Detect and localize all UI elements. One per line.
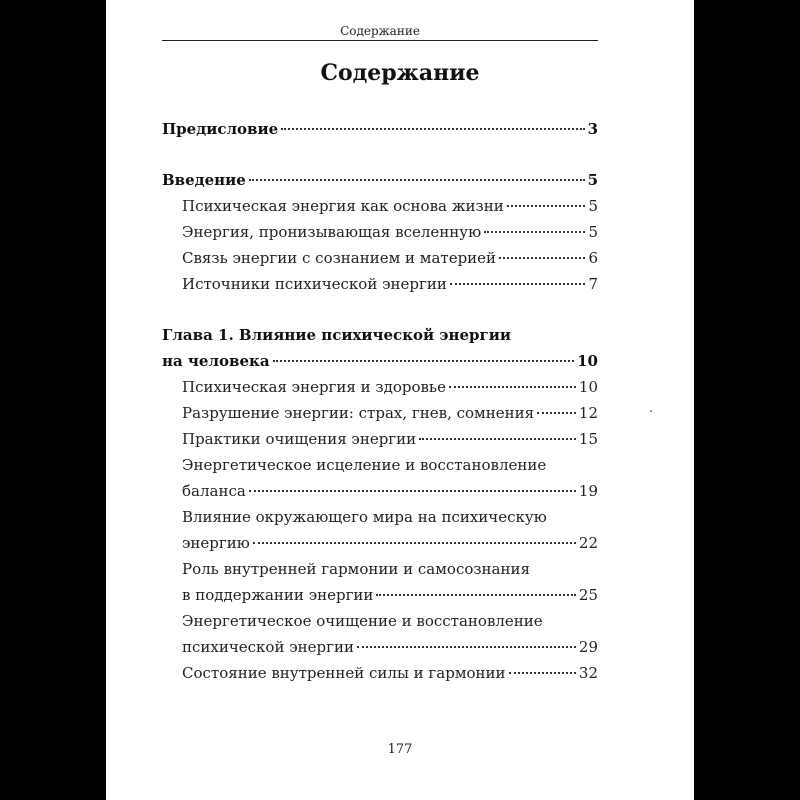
toc-entry-title-line: Роль внутренней гармонии и самосознания (182, 560, 530, 578)
toc-entry-title: баланса (182, 482, 246, 500)
page-number: 177 (387, 742, 413, 757)
toc-entry-title: Предисловие (162, 120, 279, 138)
toc-entry-page: 29 (578, 638, 598, 656)
toc-entry[interactable] (182, 374, 598, 400)
book-page (106, 0, 694, 800)
toc-entry-title: Энергия, пронизывающая вселенную (182, 223, 482, 241)
toc-entry-page: 12 (578, 404, 598, 422)
toc-entry-title: в поддержании энергии (182, 586, 374, 604)
dot-leader (449, 386, 576, 388)
dot-leader (273, 360, 575, 362)
right-black-border (694, 0, 800, 800)
dot-leader (249, 179, 585, 181)
dot-leader (450, 283, 586, 285)
toc-entry[interactable] (182, 219, 598, 245)
toc-entry-page: 25 (578, 586, 598, 604)
toc-entry-page: 15 (578, 430, 598, 448)
paper-speck (650, 410, 652, 412)
dot-leader (281, 128, 584, 130)
toc-entry-title: Психическая энергия как основа жизни (182, 197, 504, 215)
left-black-border (0, 0, 106, 800)
dot-leader (249, 490, 576, 492)
toc-entry[interactable] (182, 504, 598, 556)
toc-entry-page: 10 (577, 352, 598, 370)
toc-entry-title: Разрушение энергии: страх, гнев, сомнения (182, 404, 535, 422)
toc-entry-chapter-1[interactable] (162, 322, 598, 374)
toc-entry-title: Состояние внутренней силы и гармонии (182, 664, 506, 682)
toc-entry-page: 10 (578, 378, 598, 396)
table-of-contents (162, 116, 598, 686)
toc-entry[interactable] (182, 193, 598, 219)
toc-entry[interactable] (182, 556, 598, 608)
toc-entry-page: 5 (588, 223, 598, 241)
toc-entry[interactable] (182, 245, 598, 271)
dot-leader (419, 438, 576, 440)
toc-entry-title: Психическая энергия и здоровье (182, 378, 446, 396)
toc-entry-title: Источники психической энергии (182, 275, 447, 293)
toc-entry[interactable] (182, 426, 598, 452)
header-rule (162, 40, 598, 41)
dot-leader (537, 412, 576, 414)
toc-entry-page: 5 (588, 197, 598, 215)
toc-entry-title: психической энергии (182, 638, 354, 656)
toc-entry[interactable] (182, 400, 598, 426)
toc-entry-title: Связь энергии с сознанием и материей (182, 249, 497, 267)
toc-entry[interactable] (182, 608, 598, 660)
toc-entry[interactable] (182, 271, 598, 297)
toc-entry-preface[interactable] (162, 116, 598, 142)
dot-leader (253, 542, 576, 544)
page-title: Содержание (320, 60, 480, 86)
running-head: Содержание (340, 24, 420, 38)
toc-entry-introduction[interactable] (162, 167, 598, 193)
toc-entry-page: 6 (588, 249, 598, 267)
toc-entry-title: энергию (182, 534, 250, 552)
toc-entry-page: 32 (578, 664, 598, 682)
dot-leader (376, 594, 575, 596)
toc-entry[interactable] (182, 660, 598, 686)
toc-entry[interactable] (182, 452, 598, 504)
toc-entry-title: на человека (162, 352, 270, 370)
dot-leader (509, 672, 576, 674)
toc-entry-page: 22 (578, 534, 598, 552)
toc-entry-title: Практики очищения энергии (182, 430, 417, 448)
dot-leader (357, 646, 576, 648)
toc-entry-title-line: Глава 1. Влияние психической энергии (162, 326, 511, 344)
toc-entry-page: 7 (588, 275, 598, 293)
toc-entry-title-line: Энергетическое очищение и восстановление (182, 612, 543, 630)
toc-entry-page: 19 (578, 482, 598, 500)
dot-leader (507, 205, 586, 207)
toc-entry-title-line: Энергетическое исцеление и восстановление (182, 456, 547, 474)
dot-leader (499, 257, 585, 259)
toc-entry-title: Введение (162, 171, 246, 189)
toc-entry-page: 5 (587, 171, 598, 189)
toc-entry-page: 3 (587, 120, 598, 138)
toc-entry-title-line: Влияние окружающего мира на психическую (182, 508, 547, 526)
dot-leader (484, 231, 585, 233)
